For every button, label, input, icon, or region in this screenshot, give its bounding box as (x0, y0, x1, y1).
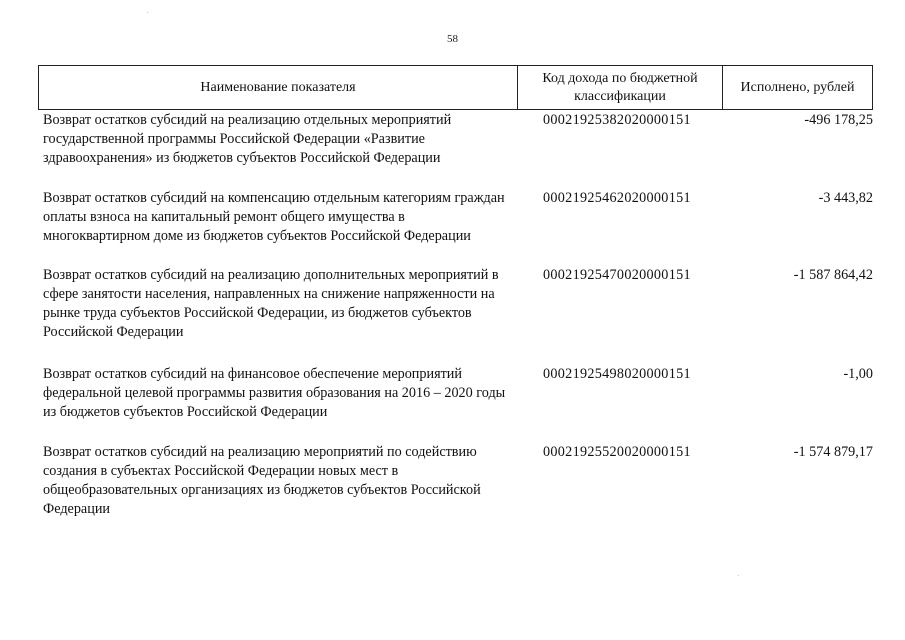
table-header (38, 65, 873, 110)
row-code: 00021925498020000151 (543, 366, 691, 382)
row-description: Возврат остатков субсидий на компенсацию отдельным категориям граждан оплаты взноса на капитальный ремонт общего имущества в многоквартирном доме из бюджетов субъектов Российской Федерации (43, 190, 505, 244)
row-description: Возврат остатков субсидий на реализацию дополнительных мероприятий в сфере занятости населения, направленных на снижение напряженности на рынке труда субъектов Российской Федерации, из бюджетов субъектов Российской Федерации (43, 267, 499, 340)
header-code-column: Код дохода по бюджетной классификации (518, 66, 723, 109)
header-name-column: Наименование показателя (39, 66, 518, 109)
row-amount: -1 574 879,17 (793, 444, 873, 460)
scan-speck (147, 12, 148, 13)
row-code: 00021925382020000151 (543, 112, 691, 128)
row-amount: -3 443,82 (818, 190, 873, 206)
row-amount: -1 587 864,42 (793, 267, 873, 283)
page-number: 58 (447, 33, 458, 45)
header-executed-column: Исполнено, рублей (740, 79, 855, 95)
row-amount: -496 178,25 (804, 112, 873, 128)
scan-speck (738, 575, 739, 576)
row-description: Возврат остатков субсидий на реализацию мероприятий по содействию создания в субъектах Российской Федерации новых мест в общеобразовательных организациях из бюджетов субъектов Российской Федерации (43, 444, 481, 517)
row-description: Возврат остатков субсидий на реализацию отдельных мероприятий государственной программы Российской Федерации «Развитие здравоохранения» из бюджетов субъектов Российской Федерации (43, 112, 452, 166)
row-description: Возврат остатков субсидий на финансовое обеспечение мероприятий федеральной целевой программы развития образования на 2016 – 2020 годы из бюджетов субъектов Российской Федерации (43, 366, 506, 420)
row-code: 00021925470020000151 (543, 267, 691, 283)
row-code: 00021925462020000151 (543, 190, 691, 206)
row-code: 00021925520020000151 (543, 444, 691, 460)
row-amount: -1,00 (843, 366, 873, 382)
